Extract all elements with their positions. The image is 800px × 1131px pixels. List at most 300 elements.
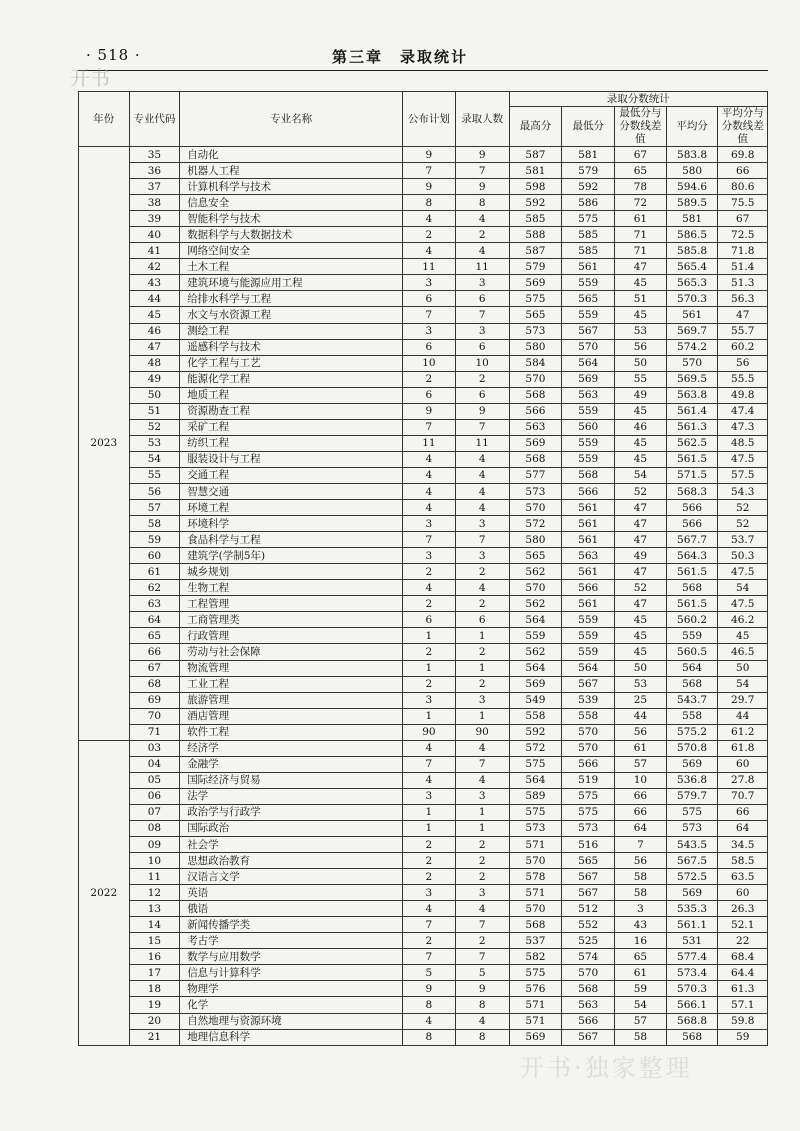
table-row <box>79 933 768 949</box>
cell-max: 566 <box>509 403 562 419</box>
cell-name: 地理信息科学 <box>180 1029 403 1045</box>
cell-min-diff: 50 <box>615 660 667 676</box>
cell-code: 66 <box>129 644 180 660</box>
cell-name: 计算机科学与技术 <box>180 179 403 195</box>
table-row <box>79 612 768 628</box>
cell-max: 576 <box>509 981 562 997</box>
cell-avg-diff: 58.5 <box>718 853 768 869</box>
cell-admitted: 10 <box>455 355 509 371</box>
table-row <box>79 676 768 692</box>
cell-avg-diff: 80.6 <box>718 179 768 195</box>
cell-max: 569 <box>509 275 562 291</box>
table-row <box>79 820 768 836</box>
cell-avg-diff: 55.5 <box>718 371 768 387</box>
cell-plan: 7 <box>403 419 456 435</box>
cell-name: 服装设计与工程 <box>180 451 403 467</box>
cell-admitted: 4 <box>455 772 509 788</box>
cell-max: 575 <box>509 291 562 307</box>
cell-min: 564 <box>562 660 615 676</box>
cell-max: 571 <box>509 997 562 1013</box>
cell-min: 561 <box>562 259 615 275</box>
cell-avg-diff: 47.5 <box>718 451 768 467</box>
table-row <box>79 275 768 291</box>
cell-admitted: 7 <box>455 163 509 179</box>
cell-plan: 7 <box>403 163 456 179</box>
cell-name: 环境科学 <box>180 516 403 532</box>
cell-avg-diff: 27.8 <box>718 772 768 788</box>
cell-code: 70 <box>129 708 180 724</box>
cell-name: 金融学 <box>180 756 403 772</box>
cell-avg: 560.2 <box>666 612 718 628</box>
cell-max: 592 <box>509 724 562 740</box>
table-row <box>79 564 768 580</box>
col-plan: 公布计划 <box>403 92 456 147</box>
cell-min: 575 <box>562 788 615 804</box>
cell-name: 物流管理 <box>180 660 403 676</box>
cell-plan: 3 <box>403 788 456 804</box>
cell-admitted: 4 <box>455 467 509 483</box>
cell-min-diff: 67 <box>615 147 667 163</box>
cell-avg: 561.1 <box>666 917 718 933</box>
cell-avg: 581 <box>666 211 718 227</box>
cell-plan: 1 <box>403 628 456 644</box>
cell-admitted: 4 <box>455 740 509 756</box>
cell-min-diff: 56 <box>615 724 667 740</box>
cell-min-diff: 52 <box>615 483 667 499</box>
cell-max: 562 <box>509 564 562 580</box>
cell-avg: 569.5 <box>666 371 718 387</box>
cell-avg-diff: 60 <box>718 756 768 772</box>
cell-admitted: 6 <box>455 387 509 403</box>
cell-plan: 1 <box>403 820 456 836</box>
cell-min-diff: 47 <box>615 259 667 275</box>
cell-admitted: 1 <box>455 708 509 724</box>
cell-admitted: 2 <box>455 837 509 853</box>
table-row <box>79 740 768 756</box>
cell-min: 559 <box>562 644 615 660</box>
table-row <box>79 532 768 548</box>
cell-min: 575 <box>562 211 615 227</box>
cell-plan: 4 <box>403 740 456 756</box>
cell-avg-diff: 45 <box>718 628 768 644</box>
cell-avg: 577.4 <box>666 949 718 965</box>
cell-avg: 561.5 <box>666 596 718 612</box>
cell-admitted: 6 <box>455 339 509 355</box>
cell-max: 569 <box>509 676 562 692</box>
cell-avg-diff: 68.4 <box>718 949 768 965</box>
table-row <box>79 788 768 804</box>
cell-admitted: 1 <box>455 820 509 836</box>
cell-min: 559 <box>562 307 615 323</box>
cell-avg-diff: 44 <box>718 708 768 724</box>
cell-avg-diff: 63.5 <box>718 869 768 885</box>
cell-admitted: 2 <box>455 371 509 387</box>
cell-min-diff: 56 <box>615 853 667 869</box>
cell-max: 570 <box>509 853 562 869</box>
cell-avg: 536.8 <box>666 772 718 788</box>
cell-avg-diff: 53.7 <box>718 532 768 548</box>
cell-max: 575 <box>509 804 562 820</box>
cell-min: 579 <box>562 163 615 179</box>
cell-avg-diff: 52.1 <box>718 917 768 933</box>
cell-plan: 4 <box>403 1013 456 1029</box>
cell-name: 工商管理类 <box>180 612 403 628</box>
cell-code: 09 <box>129 837 180 853</box>
cell-avg-diff: 52 <box>718 500 768 516</box>
cell-avg: 573 <box>666 820 718 836</box>
cell-plan: 7 <box>403 307 456 323</box>
cell-admitted: 8 <box>455 1029 509 1045</box>
cell-plan: 9 <box>403 981 456 997</box>
cell-plan: 2 <box>403 676 456 692</box>
cell-avg: 561 <box>666 307 718 323</box>
cell-avg-diff: 51.4 <box>718 259 768 275</box>
cell-code: 38 <box>129 195 180 211</box>
cell-max: 570 <box>509 371 562 387</box>
cell-plan: 4 <box>403 772 456 788</box>
cell-avg-diff: 59.8 <box>718 1013 768 1029</box>
cell-admitted: 3 <box>455 275 509 291</box>
table-row <box>79 997 768 1013</box>
col-avg: 平均分 <box>666 107 718 147</box>
cell-min: 568 <box>562 981 615 997</box>
cell-admitted: 2 <box>455 227 509 243</box>
cell-admitted: 7 <box>455 756 509 772</box>
cell-avg: 561.5 <box>666 564 718 580</box>
cell-code: 20 <box>129 1013 180 1029</box>
cell-plan: 8 <box>403 195 456 211</box>
cell-avg: 565.3 <box>666 275 718 291</box>
table-row <box>79 291 768 307</box>
cell-admitted: 3 <box>455 692 509 708</box>
cell-max: 589 <box>509 788 562 804</box>
cell-min: 559 <box>562 435 615 451</box>
table-row <box>79 628 768 644</box>
cell-plan: 2 <box>403 564 456 580</box>
cell-plan: 10 <box>403 355 456 371</box>
cell-plan: 8 <box>403 997 456 1013</box>
cell-avg-diff: 47.3 <box>718 419 768 435</box>
cell-code: 50 <box>129 387 180 403</box>
cell-avg-diff: 54 <box>718 580 768 596</box>
cell-name: 劳动与社会保障 <box>180 644 403 660</box>
cell-max: 569 <box>509 435 562 451</box>
cell-code: 58 <box>129 516 180 532</box>
cell-plan: 4 <box>403 211 456 227</box>
cell-avg: 589.5 <box>666 195 718 211</box>
cell-avg: 585.8 <box>666 243 718 259</box>
cell-name: 能源化学工程 <box>180 371 403 387</box>
cell-min-diff: 47 <box>615 516 667 532</box>
cell-plan: 7 <box>403 532 456 548</box>
cell-avg-diff: 29.7 <box>718 692 768 708</box>
table-row <box>79 419 768 435</box>
cell-min-diff: 55 <box>615 371 667 387</box>
cell-admitted: 3 <box>455 323 509 339</box>
cell-plan: 3 <box>403 275 456 291</box>
admission-score-table <box>78 91 768 1046</box>
cell-code: 52 <box>129 419 180 435</box>
cell-name: 行政管理 <box>180 628 403 644</box>
cell-avg: 580 <box>666 163 718 179</box>
cell-min-diff: 65 <box>615 949 667 965</box>
header-rule <box>78 70 768 71</box>
table-row <box>79 323 768 339</box>
cell-code: 05 <box>129 772 180 788</box>
cell-code: 12 <box>129 885 180 901</box>
cell-avg: 564 <box>666 660 718 676</box>
table-row <box>79 259 768 275</box>
cell-plan: 2 <box>403 596 456 612</box>
cell-max: 575 <box>509 965 562 981</box>
table-row <box>79 917 768 933</box>
cell-avg: 568 <box>666 580 718 596</box>
cell-name: 城乡规划 <box>180 564 403 580</box>
cell-min: 586 <box>562 195 615 211</box>
cell-max: 565 <box>509 307 562 323</box>
cell-min-diff: 45 <box>615 307 667 323</box>
cell-plan: 3 <box>403 885 456 901</box>
cell-avg-diff: 71.8 <box>718 243 768 259</box>
col-admitted: 录取人数 <box>455 92 509 147</box>
cell-name: 经济学 <box>180 740 403 756</box>
cell-code: 62 <box>129 580 180 596</box>
cell-avg: 561.4 <box>666 403 718 419</box>
cell-avg: 575.2 <box>666 724 718 740</box>
cell-admitted: 2 <box>455 676 509 692</box>
cell-name: 国际经济与贸易 <box>180 772 403 788</box>
cell-min: 567 <box>562 1029 615 1045</box>
cell-code: 45 <box>129 307 180 323</box>
cell-admitted: 2 <box>455 644 509 660</box>
col-name: 专业名称 <box>180 92 403 147</box>
cell-plan: 6 <box>403 612 456 628</box>
cell-admitted: 90 <box>455 724 509 740</box>
cell-min-diff: 65 <box>615 163 667 179</box>
col-min: 最低分 <box>562 107 615 147</box>
cell-min: 566 <box>562 756 615 772</box>
cell-code: 65 <box>129 628 180 644</box>
cell-max: 585 <box>509 211 562 227</box>
cell-name: 化学 <box>180 997 403 1013</box>
cell-admitted: 4 <box>455 1013 509 1029</box>
cell-min-diff: 25 <box>615 692 667 708</box>
cell-admitted: 4 <box>455 483 509 499</box>
table-row <box>79 772 768 788</box>
cell-admitted: 8 <box>455 997 509 1013</box>
cell-plan: 9 <box>403 403 456 419</box>
cell-avg: 566 <box>666 500 718 516</box>
cell-min-diff: 54 <box>615 467 667 483</box>
cell-min-diff: 57 <box>615 1013 667 1029</box>
cell-max: 537 <box>509 933 562 949</box>
cell-code: 46 <box>129 323 180 339</box>
cell-code: 07 <box>129 804 180 820</box>
cell-min: 561 <box>562 532 615 548</box>
cell-avg: 586.5 <box>666 227 718 243</box>
cell-admitted: 5 <box>455 965 509 981</box>
cell-min: 559 <box>562 612 615 628</box>
cell-min-diff: 61 <box>615 211 667 227</box>
cell-avg-diff: 54.3 <box>718 483 768 499</box>
cell-max: 570 <box>509 500 562 516</box>
cell-avg-diff: 47.4 <box>718 403 768 419</box>
table-row <box>79 756 768 772</box>
cell-max: 580 <box>509 339 562 355</box>
cell-admitted: 7 <box>455 949 509 965</box>
cell-min-diff: 49 <box>615 548 667 564</box>
cell-min: 565 <box>562 291 615 307</box>
cell-code: 37 <box>129 179 180 195</box>
cell-min-diff: 58 <box>615 1029 667 1045</box>
cell-min-diff: 51 <box>615 291 667 307</box>
table-row <box>79 644 768 660</box>
cell-name: 国际政治 <box>180 820 403 836</box>
cell-code: 44 <box>129 291 180 307</box>
cell-name: 思想政治教育 <box>180 853 403 869</box>
cell-min-diff: 53 <box>615 323 667 339</box>
cell-code: 69 <box>129 692 180 708</box>
cell-admitted: 2 <box>455 564 509 580</box>
cell-avg: 574.2 <box>666 339 718 355</box>
cell-max: 598 <box>509 179 562 195</box>
cell-max: 573 <box>509 323 562 339</box>
cell-avg-diff: 47.5 <box>718 564 768 580</box>
cell-max: 559 <box>509 628 562 644</box>
cell-avg: 535.3 <box>666 901 718 917</box>
table-row <box>79 403 768 419</box>
cell-name: 采矿工程 <box>180 419 403 435</box>
cell-code: 11 <box>129 869 180 885</box>
cell-plan: 4 <box>403 500 456 516</box>
cell-name: 工程管理 <box>180 596 403 612</box>
cell-plan: 2 <box>403 869 456 885</box>
cell-avg-diff: 51.3 <box>718 275 768 291</box>
cell-min-diff: 72 <box>615 195 667 211</box>
cell-code: 35 <box>129 147 180 163</box>
cell-code: 42 <box>129 259 180 275</box>
table-row <box>79 227 768 243</box>
cell-code: 57 <box>129 500 180 516</box>
cell-name: 俄语 <box>180 901 403 917</box>
cell-code: 63 <box>129 596 180 612</box>
cell-min-diff: 45 <box>615 435 667 451</box>
cell-min-diff: 50 <box>615 355 667 371</box>
cell-avg-diff: 48.5 <box>718 435 768 451</box>
cell-code: 13 <box>129 901 180 917</box>
cell-avg-diff: 64.4 <box>718 965 768 981</box>
cell-avg-diff: 47 <box>718 307 768 323</box>
cell-min-diff: 52 <box>615 580 667 596</box>
cell-min: 567 <box>562 323 615 339</box>
cell-avg-diff: 69.8 <box>718 147 768 163</box>
cell-min: 585 <box>562 227 615 243</box>
cell-code: 67 <box>129 660 180 676</box>
cell-admitted: 4 <box>455 500 509 516</box>
cell-name: 智慧交通 <box>180 483 403 499</box>
cell-avg: 558 <box>666 708 718 724</box>
cell-name: 给排水科学与工程 <box>180 291 403 307</box>
cell-admitted: 3 <box>455 885 509 901</box>
cell-min-diff: 45 <box>615 628 667 644</box>
table-row <box>79 163 768 179</box>
cell-plan: 4 <box>403 580 456 596</box>
cell-max: 572 <box>509 740 562 756</box>
cell-code: 60 <box>129 548 180 564</box>
cell-name: 遥感科学与技术 <box>180 339 403 355</box>
cell-name: 化学工程与工艺 <box>180 355 403 371</box>
cell-code: 36 <box>129 163 180 179</box>
cell-avg: 543.5 <box>666 837 718 853</box>
cell-admitted: 9 <box>455 981 509 997</box>
cell-min-diff: 58 <box>615 885 667 901</box>
cell-min: 564 <box>562 355 615 371</box>
cell-code: 51 <box>129 403 180 419</box>
cell-plan: 1 <box>403 660 456 676</box>
cell-min-diff: 10 <box>615 772 667 788</box>
table-row <box>79 708 768 724</box>
cell-avg-diff: 66 <box>718 163 768 179</box>
cell-code: 08 <box>129 820 180 836</box>
cell-avg-diff: 75.5 <box>718 195 768 211</box>
cell-min: 566 <box>562 580 615 596</box>
cell-min: 559 <box>562 403 615 419</box>
table-row <box>79 500 768 516</box>
cell-name: 自然地理与资源环境 <box>180 1013 403 1029</box>
cell-avg: 561.5 <box>666 451 718 467</box>
table-row <box>79 211 768 227</box>
cell-min: 519 <box>562 772 615 788</box>
table-row <box>79 195 768 211</box>
cell-avg: 573.4 <box>666 965 718 981</box>
watermark-bottom: 开书·独家整理 <box>520 1054 693 1082</box>
cell-code: 53 <box>129 435 180 451</box>
cell-plan: 3 <box>403 548 456 564</box>
cell-max: 564 <box>509 660 562 676</box>
cell-code: 03 <box>129 740 180 756</box>
cell-admitted: 4 <box>455 451 509 467</box>
cell-max: 584 <box>509 355 562 371</box>
cell-admitted: 7 <box>455 917 509 933</box>
cell-min-diff: 45 <box>615 451 667 467</box>
cell-avg-diff: 61.8 <box>718 740 768 756</box>
cell-avg-diff: 57.5 <box>718 467 768 483</box>
table-row <box>79 371 768 387</box>
cell-max: 588 <box>509 227 562 243</box>
year-cell: 2022 <box>79 740 130 1045</box>
table-row <box>79 387 768 403</box>
cell-name: 工业工程 <box>180 676 403 692</box>
cell-avg: 564.3 <box>666 548 718 564</box>
cell-min-diff: 46 <box>615 419 667 435</box>
cell-min-diff: 71 <box>615 243 667 259</box>
table-row <box>79 981 768 997</box>
cell-code: 55 <box>129 467 180 483</box>
cell-code: 49 <box>129 371 180 387</box>
cell-admitted: 3 <box>455 788 509 804</box>
cell-plan: 1 <box>403 804 456 820</box>
cell-code: 04 <box>129 756 180 772</box>
cell-max: 569 <box>509 1029 562 1045</box>
cell-avg: 562.5 <box>666 435 718 451</box>
cell-min: 565 <box>562 853 615 869</box>
cell-admitted: 4 <box>455 580 509 596</box>
cell-admitted: 2 <box>455 933 509 949</box>
cell-admitted: 1 <box>455 628 509 644</box>
cell-min: 559 <box>562 451 615 467</box>
cell-min: 563 <box>562 548 615 564</box>
cell-min-diff: 66 <box>615 804 667 820</box>
